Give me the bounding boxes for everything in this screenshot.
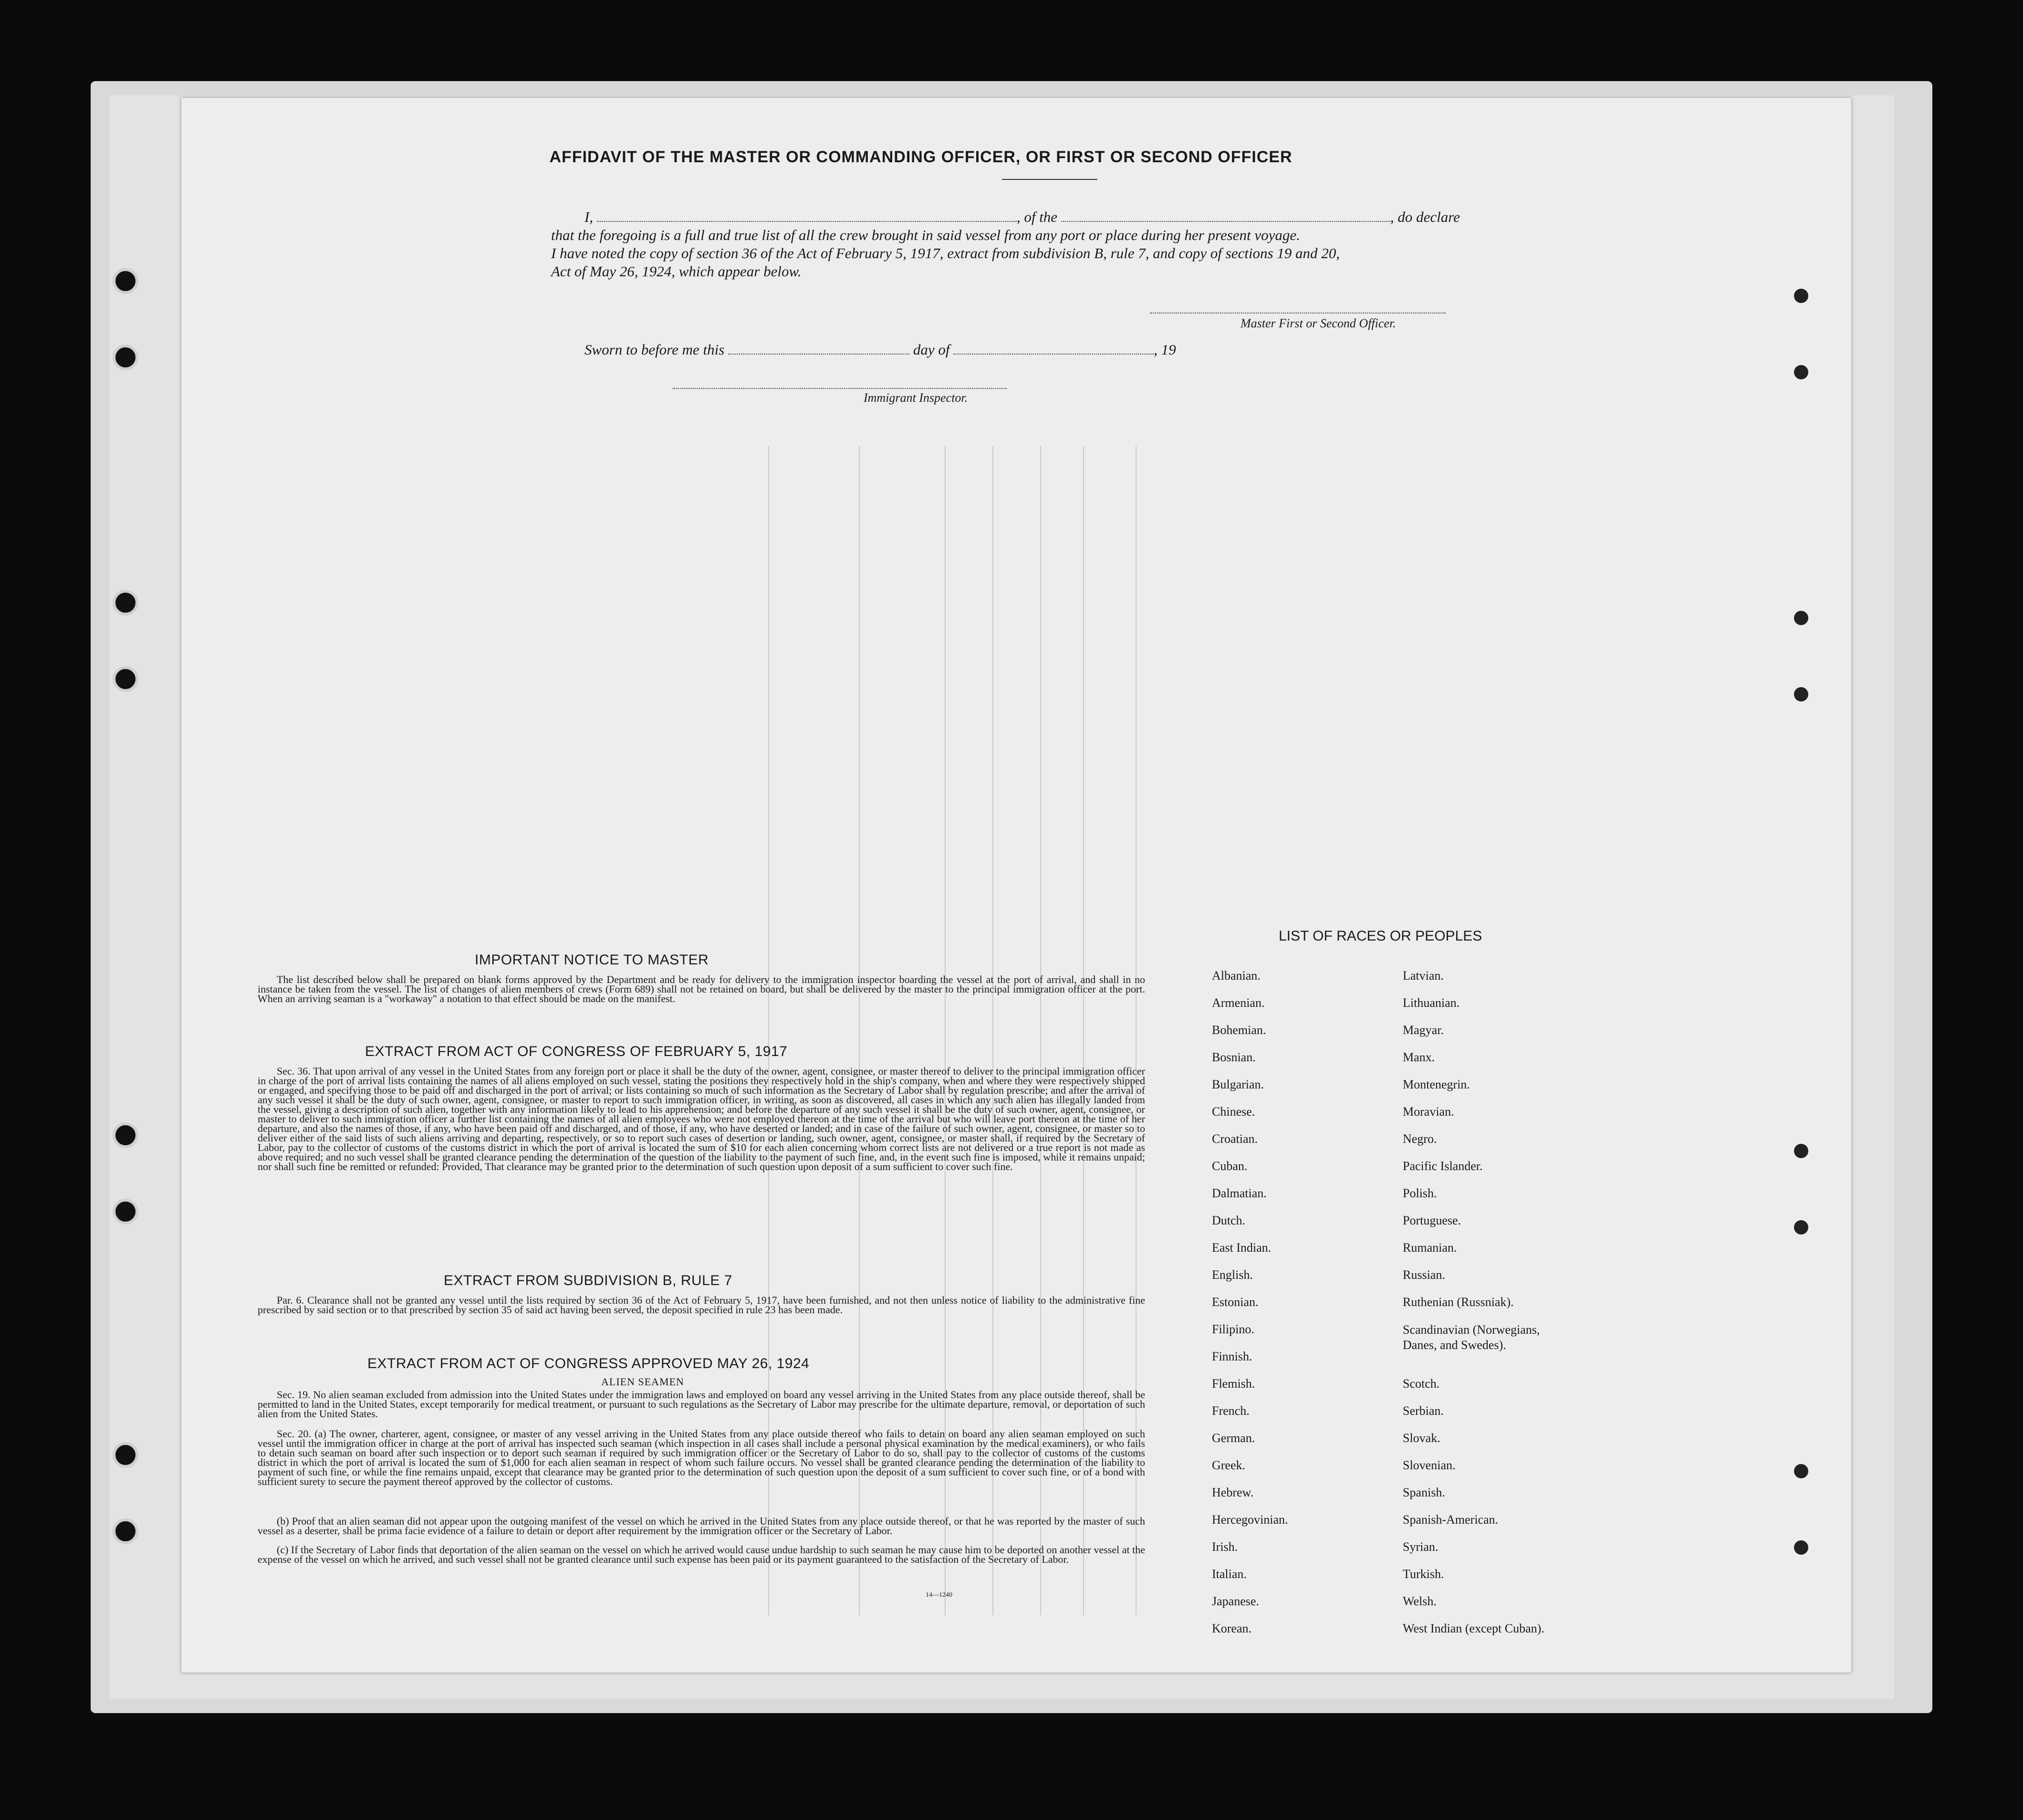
binder-hole [113,345,138,370]
race-item: Bohemian. [1212,1023,1266,1037]
race-item: Dutch. [1212,1213,1246,1227]
extract-rule7-body: Par. 6. Clearance shall not be granted any vessel until the lists required by section 36 of the Act of February 5, 1917, have been furnished, and not then unless notice of liability to the administrative fine prescribed by said section or to that prescribed by section 35 of said act having been served, the deposit specified in rule 23 has been made. [258,1294,1145,1316]
binder-hole [113,1199,138,1224]
race-item: Dalmatian. [1212,1186,1267,1200]
race-item: Rumanian. [1403,1241,1457,1255]
race-item: Spanish-American. [1403,1513,1499,1527]
race-item: Russian. [1403,1268,1445,1282]
race-item: East Indian. [1212,1241,1272,1255]
race-item: Polish. [1403,1186,1437,1200]
sworn-month-field[interactable] [953,343,1154,355]
punch-mark [1794,687,1808,701]
binder-hole [113,1122,138,1148]
race-item: Welsh. [1403,1594,1437,1608]
binder-hole [113,1442,138,1468]
race-item: Finnish. [1212,1349,1252,1363]
extract-1917-body: Sec. 36. That upon arrival of any vessel in the United States from any foreign port or place it shall be the duty of the owner, agent, consignee, or master thereof to deliver to the principal immigration officer in charge of the port of arrival lists containing the names of all aliens employed on such vessel, stating the positions they respectively hold in the ship's company, when and where they were respectively shipped or engaged, and specifying those to be paid off and discharged in the port of arrival; or lists containing so much of such information as the Secretary of Labor shall by regulation prescribe; and after the arrival of any such vessel it shall be the duty of such owner, agent, consignee, or master to report to such immigration officer, in writing, as soon as discovered, all cases in which any such alien has illegally landed from the vessel, giving a description of such alien, together with any information likely to lead to his apprehension; and before the departure of any such vessel it shall be the duty of such owner, agent, consignee, or master to deliver to such immigration officer a further list containing the names of all alien employees who were not employed thereon at the time of the arrival but who will leave port thereon at the time of her departure, and also the names of those, if any, who have been paid off and discharged, and of those, if any, who have deserted or landed; and in case of the failure of such owner, agent, consignee, or master so to deliver either of the said lists of such aliens arriving and departing, respectively, or so to report such cases of desertion or landing, such owner, agent, consignee, or master shall, if required by the Secretary of Labor, pay to the collector of customs of the customs district in which the port of arrival is located the sum of $10 for each alien concerning whom correct lists are not delivered or a true report is not made as above required; and no such vessel shall be granted clearance pending the determination of the question of the liability to the payment of such fine, and, in the event such fine is imposed, while it remains unpaid; nor shall such fine be remitted or refunded: Provided, That clearance may be granted prior to the determination of such question upon deposit of a sum sufficient to cover such fine. [258,1065,1145,1172]
race-item: Bosnian. [1212,1050,1256,1064]
notice-title: IMPORTANT NOTICE TO MASTER [475,952,709,968]
race-item: Irish. [1212,1540,1238,1554]
race-item: Ruthenian (Russniak). [1403,1295,1514,1309]
sworn-line [584,341,1176,358]
form-number: 14—1240 [926,1591,952,1599]
race-item: Filipino. [1212,1322,1254,1336]
race-item: French. [1212,1404,1250,1418]
punch-mark [1794,365,1808,379]
race-item: Armenian. [1212,996,1265,1010]
extract-rule7-title: EXTRACT FROM SUBDIVISION B, RULE 7 [444,1273,732,1288]
declaration-line [584,209,1460,226]
race-item: Montenegrin. [1403,1077,1470,1091]
sworn-day-field[interactable] [728,343,909,355]
year-prefix: , 19 [1154,341,1176,358]
vessel-field[interactable] [1061,210,1390,222]
master-caption: Master First or Second Officer. [1241,316,1396,330]
race-item: German. [1212,1431,1255,1445]
race-item: Slovenian. [1403,1458,1456,1472]
of-the-label: , of the [1016,209,1058,225]
affidavit-line-3: Act of May 26, 1924, which appear below. [551,263,802,280]
sec-20c-text: (c) If the Secretary of Labor finds that deportation of the alien seaman on the vessel on which he arrived would cause undue hardship to such seaman he may cause him to be deported on another vessel at the expense of the vessel on which he arrived, and such vessel shall not be granted clearance until such expense has been paid or its payment guaranteed to the satisfaction of the Secretary of Labor. [258,1544,1145,1565]
race-item: Croatian. [1212,1132,1258,1146]
notice-body: The list described below shall be prepared on blank forms approved by the Department and be ready for delivery to the immigration inspector boarding the vessel at the port of arrival, and shall in no instance be taken from the vessel. The list of changes of alien members of crews (Form 689) shall not be retained on board, but shall be delivered by the master to the principal immigration officer at the port. When an arriving seaman is a "workaway" a notation to that effect should be made on the manifest. [258,973,1145,1004]
binder-hole [113,590,138,616]
race-item: Scandinavian (Norwegians, Danes, and Swedes). [1403,1323,1540,1352]
race-item: Pacific Islander. [1403,1159,1483,1173]
punch-mark [1794,1464,1808,1478]
sec-20b-text: (b) Proof that an alien seaman did not appear upon the outgoing manifest of the vessel on which he arrived in the United States from any place outside thereof, or that he was reported by the master of such vessel as a deserter, shall be prima facie evidence of a failure to detain or deport after requirement by the immigration officer or the Secretary of Labor. [258,1515,1145,1537]
race-item: Latvian. [1403,969,1444,983]
binder-hole [113,268,138,294]
extract-1924-subtitle: ALIEN SEAMEN [601,1376,684,1388]
race-item: Italian. [1212,1567,1247,1581]
punch-mark [1794,1540,1808,1555]
race-item: Hercegovinian. [1212,1513,1288,1527]
race-item: Serbian. [1403,1404,1444,1418]
race-item: Spanish. [1403,1485,1445,1499]
affidavit-line-2: I have noted the copy of section 36 of the Act of February 5, 1917, extract from subdivision B, rule 7, and copy of sections 19 and 20, [551,245,1340,261]
race-item: Flemish. [1212,1377,1255,1391]
race-item: West Indian (except Cuban). [1403,1621,1544,1635]
declarant-prefix: I, [584,209,594,225]
races-title: LIST OF RACES OR PEOPLES [1279,928,1482,944]
binder-hole [113,1518,138,1544]
day-of-label: day of [913,341,950,358]
title-rule [1002,179,1097,180]
race-item: Manx. [1403,1050,1435,1064]
punch-mark [1794,289,1808,303]
race-item: Greek. [1212,1458,1246,1472]
inspector-caption: Immigrant Inspector. [864,391,968,405]
race-item: English. [1212,1268,1253,1282]
race-item: Moravian. [1403,1105,1454,1119]
race-item: Scotch. [1403,1377,1440,1391]
race-item: Korean. [1212,1621,1252,1635]
race-item: Syrian. [1403,1540,1439,1554]
sworn-prefix: Sworn to before me this [584,341,725,358]
race-item: Magyar. [1403,1023,1444,1037]
race-item: Estonian. [1212,1295,1259,1309]
race-item: Albanian. [1212,969,1261,983]
sec-20a-text: Sec. 20. (a) The owner, charterer, agent, consignee, or master of any vessel arriving in the United States from any place outside thereof who fails to detain on board any alien seaman employed on such vessel until the immigration officer in charge at the port of arrival has inspected such seaman (which inspection in all cases shall include a personal physical examination by the medical examiners), or who fails to detain such seaman on board after such inspection or to deport such seaman if required by such immigration officer or the Secretary of Labor to do so, shall pay to the collector of customs of the customs district in which the port of arrival is located the sum of $1,000 for each alien seaman in respect of whom such failure occurs. No vessel shall be granted clearance pending the determination of the liability to payment of such fine, or while the fine remains unpaid, except that clearance may be granted prior to the determination of such question upon the deposit of a sum sufficient to cover such fine, or of a bond with sufficient surety to secure the payment thereof approved by the collector of customs. [258,1428,1145,1487]
form-page [181,98,1851,1673]
inspector-signature-line[interactable] [673,388,1007,389]
sec-19-text: Sec. 19. No alien seaman excluded from admission into the United States under the immigration laws and employed on board any vessel arriving in the United States from any place outside thereof, shall be permitted to land in the United States, except temporarily for medical treatment, or pursuant to such regulations as the Secretary of Labor may prescribe for the ultimate departure, removal, or deportation of such alien from the United States. [258,1389,1145,1420]
race-item: Slovak. [1403,1431,1440,1445]
race-item: Chinese. [1212,1105,1255,1119]
race-item: Portuguese. [1403,1213,1461,1227]
race-item: Negro. [1403,1132,1437,1146]
punch-mark [1794,611,1808,625]
do-declare-label: , do declare [1390,209,1460,225]
master-signature-line[interactable] [1150,313,1446,314]
punch-mark [1794,1144,1808,1158]
race-item: Bulgarian. [1212,1077,1264,1091]
punch-mark [1794,1220,1808,1234]
race-item: Cuban. [1212,1159,1248,1173]
race-item: Lithuanian. [1403,996,1460,1010]
race-item: Turkish. [1403,1567,1444,1581]
affidavit-line-1: that the foregoing is a full and true list of all the crew brought in said vessel from any port or place during her present voyage. [551,227,1300,243]
affidavit-title: AFFIDAVIT OF THE MASTER OR COMMANDING OFFICER, OR FIRST OR SECOND OFFICER [549,148,1293,166]
race-item: Japanese. [1212,1594,1259,1608]
race-item: Hebrew. [1212,1485,1254,1499]
binder-hole [113,666,138,692]
extract-1924-title: EXTRACT FROM ACT OF CONGRESS APPROVED MAY 26, 1924 [367,1356,810,1371]
name-field[interactable] [597,210,1017,222]
extract-1917-title: EXTRACT FROM ACT OF CONGRESS OF FEBRUARY 5, 1917 [365,1044,788,1059]
